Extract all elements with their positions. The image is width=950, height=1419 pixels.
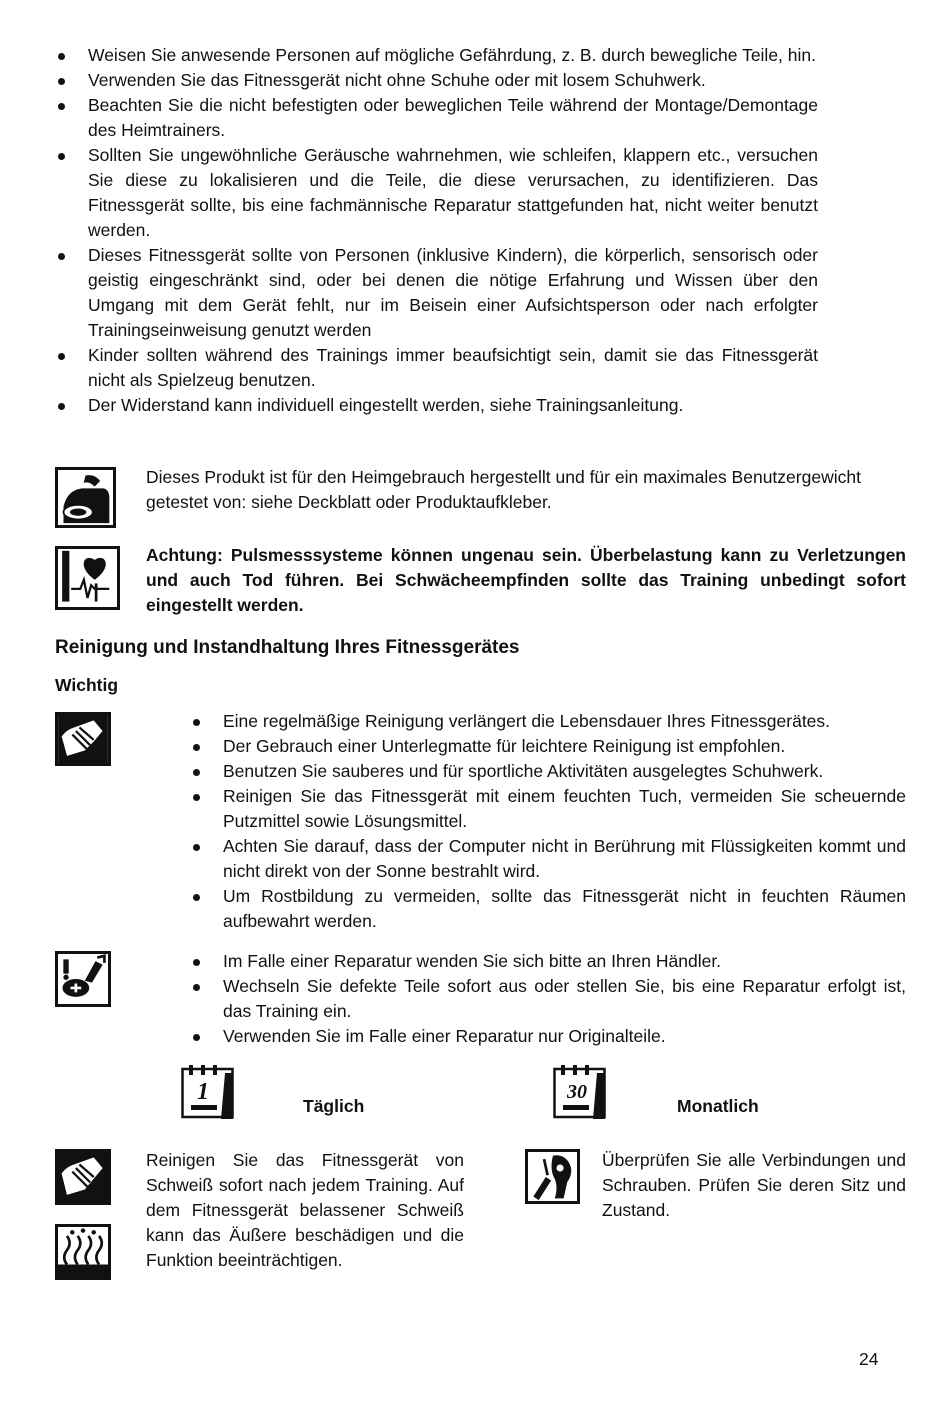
list-item: Reinigen Sie das Fitnessgerät mit einem feuchten Tuch, vermeiden Sie scheuernde Putzmittel sowie Lösungsmittel.: [190, 784, 906, 834]
list-item: Im Falle einer Reparatur wenden Sie sich bitte an Ihren Händler.: [190, 949, 906, 974]
wrench-check-icon: [525, 1149, 580, 1204]
weight-notice-text: Dieses Produkt ist für den Heimgebrauch hergestellt und für ein maximales Benutzergewicht getestet von: siehe Deckblatt oder Produktaufkleber.: [146, 467, 861, 512]
calendar-icon: [181, 1065, 236, 1120]
daily-text: Reinigen Sie das Fitnessgerät von Schweiß sofort nach jedem Training. Auf dem Fitnessgerät belassener Schweiß kann das Äußere beschädigen und die Funktion beeinträchtigen.: [146, 1150, 464, 1270]
calendar-number: 1: [197, 1079, 209, 1105]
wipe-cloth-icon: [55, 1149, 111, 1205]
cleaning-bullet-list: [190, 709, 906, 934]
list-item: Sollten Sie ungewöhnliche Geräusche wahrnehmen, wie schleifen, klappern etc., versuchen Sie diese zu lokalisieren und die Teile, die diese verursachen, zu identifizieren. Das Fitnessgerät sollte, bis eine fachmännische Reparatur stattgefunden hat, nicht weiter benutzt werden.: [55, 143, 818, 243]
list-item: Benutzen Sie sauberes und für sportliche Aktivitäten ausgelegtes Schuhwerk.: [190, 759, 906, 784]
sweat-icon: [55, 1224, 111, 1280]
list-item: Beachten Sie die nicht befestigten oder beweglichen Teile während der Montage/Demontage des Heimtrainers.: [55, 93, 818, 143]
list-item: Dieses Fitnessgerät sollte von Personen (inklusive Kindern), die körperlich, sensorisch oder geistig eingeschränkt sind, oder bei denen die nötige Erfahrung und Wissen über den Umgang mit dem Gerät fehlt, nur im Beisein einer Aufsichtsperson oder nach erfolgter Trainingseinweisung genutzt werden: [55, 243, 818, 343]
monthly-label: Monatlich: [677, 1096, 759, 1116]
section-subheading: Wichtig: [55, 675, 119, 695]
pulse-warning-text: Achtung: Pulsmesssysteme können ungenau sein. Überbelastung kann zu Verletzungen und auch Tod führen. Bei Schwächeempfinden sollte das Training unbedingt sofort eingestellt werden.: [146, 545, 906, 615]
list-item: Verwenden Sie das Fitnessgerät nicht ohne Schuhe oder mit losem Schuhwerk.: [55, 68, 818, 93]
repair-bullet-list: [190, 949, 906, 1049]
scale-icon: [55, 467, 116, 528]
calendar-number: 30: [567, 1081, 587, 1103]
list-item: Kinder sollten während des Trainings immer beaufsichtigt sein, damit sie das Fitnessgerät nicht als Spielzeug benutzen.: [55, 343, 818, 393]
list-item: Weisen Sie anwesende Personen auf mögliche Gefährdung, z. B. durch bewegliche Teile, hin.: [55, 43, 818, 68]
monthly-text: Überprüfen Sie alle Verbindungen und Schrauben. Prüfen Sie deren Sitz und Zustand.: [602, 1150, 906, 1220]
list-item: Der Gebrauch einer Unterlegmatte für leichtere Reinigung ist empfohlen.: [190, 734, 906, 759]
list-item: Wechseln Sie defekte Teile sofort aus oder stellen Sie, bis eine Reparatur erfolgt ist, das Training ein.: [190, 974, 906, 1024]
wipe-cloth-icon: [55, 712, 111, 766]
list-item: Achten Sie darauf, dass der Computer nicht in Berührung mit Flüssigkeiten kommt und nicht direkt von der Sonne bestrahlt wird.: [190, 834, 906, 884]
list-item: Um Rostbildung zu vermeiden, sollte das Fitnessgerät nicht in feuchten Räumen aufbewahrt werden.: [190, 884, 906, 934]
list-item: Verwenden Sie im Falle einer Reparatur nur Originalteile.: [190, 1024, 906, 1049]
list-item: Der Widerstand kann individuell eingestellt werden, siehe Trainingsanleitung.: [55, 393, 818, 418]
daily-label: Täglich: [303, 1096, 365, 1116]
page-number: 24: [859, 1349, 879, 1369]
heart-pulse-icon: [55, 546, 120, 610]
safety-bullet-list: [55, 43, 818, 418]
calendar-icon: [553, 1065, 608, 1120]
repair-tool-icon: [55, 951, 111, 1007]
section-heading: Reinigung und Instandhaltung Ihres Fitnessgerätes: [55, 637, 520, 658]
list-item: Eine regelmäßige Reinigung verlängert die Lebensdauer Ihres Fitnessgerätes.: [190, 709, 906, 734]
